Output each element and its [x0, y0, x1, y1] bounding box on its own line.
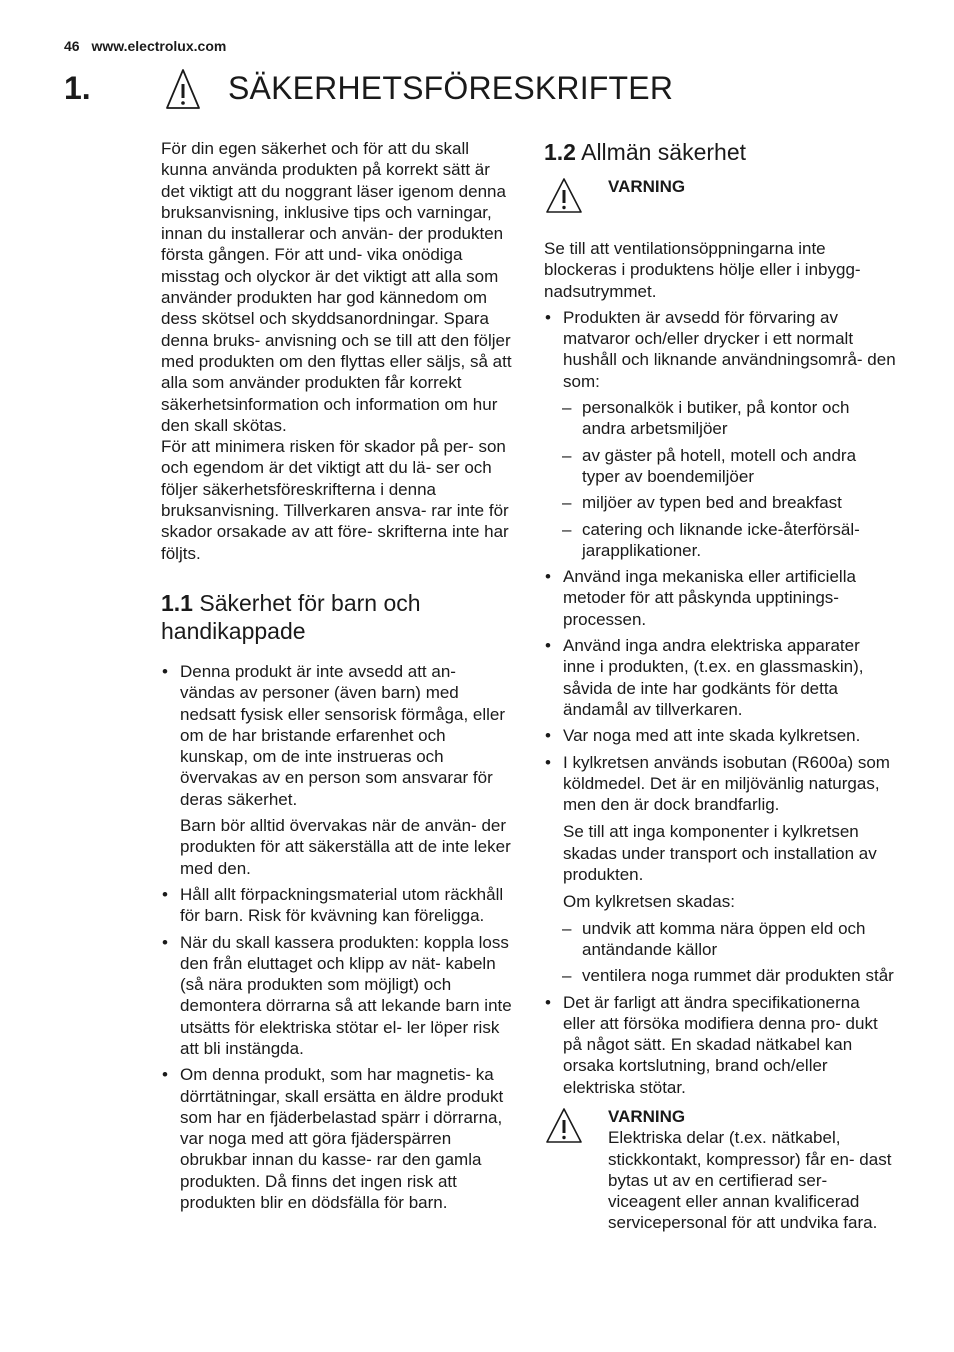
sublist-item: – miljöer av typen bed and breakfast: [544, 492, 896, 513]
header-url: www.electrolux.com: [91, 38, 227, 54]
warning-triangle-icon: [544, 1106, 584, 1146]
list-item: • Var noga med att inte skada kylkretsen.: [544, 725, 896, 746]
list-item-text: • Denna produkt är inte avsedd att an- vändas av personer (även barn) med nedsatt fysisk eller sensorisk förmåga, eller om de har bristande erfarenhet och kunskap, om de inte instrueras och övervakas av en person som ansvarar för deras säkerhet.: [180, 661, 506, 809]
list-item-paragraph: Barn bör alltid övervakas när de använ- der produkten för att säkerställa att de inte leker med den.: [180, 816, 511, 878]
left-column: [161, 138, 513, 1218]
sublist-item: – ventilera noga rummet där produkten står: [544, 965, 896, 986]
section-1-1-number: 1.1: [161, 589, 193, 616]
list-item: • Håll allt förpackningsmaterial utom räckhåll för barn. Risk för kvävning kan föreligga.: [161, 884, 513, 927]
intro-paragraph-1: För din egen säkerhet och för att du skall kunna använda produkten på korrekt sätt är det viktigt att du noggrant läser igenom denna bruksanvisning, inklusive tips och varningar, innan du installerar och använ- der produkten första gången. För att und- vika onödiga misstag och olyckor är det viktigt att alla som använder produkten har god kännedom om dess skötsel och skyddsanordningar. Spara denna bruks- anvisning och se till att den följer med produkten om den flyttas eller säljs, så att alla som använder produkten får korrekt säkerhetsinformation och information om hur den skall skötas.: [161, 139, 512, 435]
section-1-2-number: 1.2: [544, 139, 576, 165]
list-item: [161, 661, 513, 879]
list-item: • Använd inga andra elektriska apparater inne i produkten, (t.ex. en glassmaskin), såvida de inte har godkänts för detta ändamål av tillverkaren.: [544, 635, 896, 720]
warning-box-2: [544, 1106, 896, 1234]
list-item: [544, 752, 896, 913]
title-number: 1.: [64, 70, 91, 106]
sublist-item: – undvik att komma nära öppen eld och antändande källor: [544, 918, 896, 961]
right-column: [544, 138, 896, 1234]
sublist-item: – catering och liknande icke-återförsäl- jarapplikationer.: [544, 519, 896, 562]
page-header: [64, 38, 226, 54]
warning-label: VARNING: [608, 1106, 686, 1126]
section-1-1-list: [161, 661, 513, 1213]
intro-paragraph-2: För att minimera risken för skador på per- son och egendom är det viktigt att du lä- ser och följer säkerhetsföreskrifterna i denna bruksanvisning. Tillverkaren ansva- rar inte för skador orsakade av att före- skrifterna inte har följts.: [161, 437, 509, 563]
title-text: SÄKERHETSFÖRESKRIFTER: [228, 70, 674, 106]
section-1-2-heading: [544, 138, 896, 166]
list-item: • Använd inga mekaniska eller artificiella metoder för att påskynda upptinings- processen.: [544, 566, 896, 630]
list-item: • Produkten är avsedd för förvaring av matvaror och/eller drycker i ett normalt hushåll och liknande användningsområ- den som:: [544, 307, 896, 392]
warning-triangle-icon: [165, 66, 201, 112]
list-item-text: • I kylkretsen används isobutan (R600a) som köldmedel. Det är en miljövänlig naturgas, men den är dock brandfarlig.: [563, 752, 890, 815]
page-title: [64, 66, 924, 114]
section-1-1-heading: [161, 589, 513, 645]
sublist-item: – av gäster på hotell, motell och andra typer av boendemiljöer: [544, 445, 896, 488]
section-1-2-list-end: [544, 992, 896, 1098]
warning-box-1: [544, 176, 896, 238]
warning-label: VARNING: [608, 177, 686, 196]
warning-text: Elektriska delar (t.ex. nätkabel, stickkontakt, kompressor) får en- dast bytas ut av en certifierad ser- viceagent eller annan kvalificerad servicepersonal för att undvika fara.: [608, 1128, 892, 1233]
list-item: • När du skall kassera produkten: koppla loss den från eluttaget och klipp av nät- kabeln (så nära produkten som möjligt) och demontera dörrarna så att lekande barn inte utsätts för elektriska stötar el- ler löper risk att bli instängda.: [161, 932, 513, 1060]
list-item: • Om denna produkt, som har magnetis- ka dörrtätningar, skall ersätta en äldre produkt som har en fjäderbelastad spärr i dörrarna, var noga med att göra fjäderspärren obrukbar innan du kasse- rar den gamla produkten. Då finns det ingen risk att produkten blir en dödsfälla för barn.: [161, 1064, 513, 1213]
warning-triangle-icon: [544, 176, 584, 216]
list-item-paragraph: Om kylkretsen skadas:: [563, 892, 735, 912]
usage-sublist: [544, 397, 896, 561]
section-1-2-list: [544, 307, 896, 392]
ventilation-paragraph: Se till att ventilationsöppningarna inte blockeras i produktens hölje eller i inbygg- nadsutrymmet.: [544, 239, 861, 301]
page-number: 46: [64, 38, 80, 54]
list-item-paragraph: Se till att inga komponenter i kylkretsen skadas under transport och installation av produkten.: [563, 822, 877, 885]
sublist-item: – personalkök i butiker, på kontor och andra arbetsmiljöer: [544, 397, 896, 440]
refrigerant-sublist: [544, 918, 896, 987]
list-item: • Det är farligt att ändra specifikationerna eller att försöka modifiera denna pro- dukt på något sätt. En skadad nätkabel kan orsaka kortslutning, brand och/eller elektriska stötar.: [544, 992, 896, 1098]
section-1-1-title: Säkerhet för barn och handikappade: [161, 589, 421, 644]
section-1-2-list-cont: [544, 566, 896, 912]
section-1-2-title: Allmän säkerhet: [581, 139, 747, 165]
